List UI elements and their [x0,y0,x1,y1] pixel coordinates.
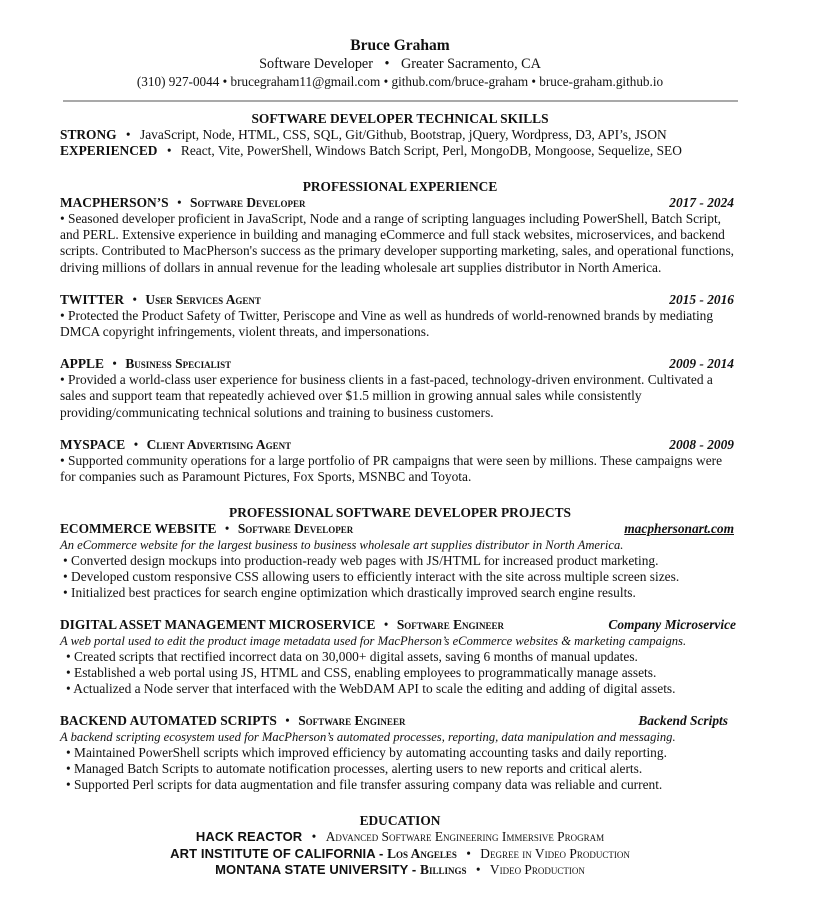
projects-section [60,505,740,793]
bullet-separator: • [475,862,481,878]
project-entry [60,617,740,697]
education-entry [60,829,740,846]
school-name: MONTANA STATE UNIVERSITY - [215,862,421,878]
resume-page [60,37,740,879]
education-section [60,813,740,879]
project-name: DIGITAL ASSET MANAGEMENT MICROSERVICE [60,617,376,633]
project-website-link[interactable]: macphersonart.com [624,521,734,537]
bullet-separator: • [222,74,228,89]
company-name: APPLE [60,356,104,372]
skill-list: JavaScript, Node, HTML, CSS, SQL, Git/Github, Bootstrap, jQuery, Wordpress, D3, API’s, JSON [139,127,667,142]
job-dates: 2015 - 2016 [669,291,734,307]
resume-header [60,37,740,91]
job-role: Business Specialist [125,356,232,372]
project-summary: A backend scripting ecosystem used for MacPherson’s automated processes, reporting, data manipulation and messaging. [60,730,676,745]
job-header [60,292,740,308]
bullet-separator: • [384,56,390,72]
job-description: • Protected the Product Safety of Twitter, Periscope and Vine as well as hundreds of world-renowned brands by mediating DMCA copyright infringements, violent threats, and impersonations. [60,307,714,340]
project-bullet: • Managed Batch Scripts to automate notification processes, alerting users to new reports and critical alerts. [66,761,643,777]
job-title: Software Developer [259,56,373,72]
skill-level: EXPERIENCED [60,143,158,158]
job-dates: 2009 - 2014 [669,356,734,372]
job-description: • Supported community operations for a large portfolio of PR campaigns that were seen by millions. These campaigns were for companies such as Paramount Pictures, Fox Sports, MSNBC and Toyota. [60,452,723,485]
degree: Advanced Software Engineering Immersive Program [325,829,605,845]
project-bullet: • Actualized a Node server that interfaced with the WebDAM API to scale the editing and adding of digital assets. [66,681,676,697]
bullet-separator: • [383,617,389,633]
job-entry [60,437,740,485]
school-name: HACK REACTOR [195,829,303,845]
bullet-separator: • [466,845,471,861]
project-bullet: • Created scripts that rectified incorrect data on 30,000+ digital assets, saving 6 months of manual updates. [66,649,638,665]
project-header [60,713,740,729]
job-description: • Provided a world-class user experience for business clients in a fast-paced, technology-driven environment. Cultivated a sales and support team that repeatedly achieved over $1.5 million in growing annual sales while consistently providing/communicating technical solutions and training to business customers. [60,372,713,420]
project-role: Software Engineer [298,713,406,729]
project-bullet: • Maintained PowerShell scripts which improved efficiency by automating accounting tasks and daily reporting. [66,745,667,761]
project-bullet: • Established a web portal using JS, HTML and CSS, enabling employees to programmatically manage assets. [66,665,657,681]
education-entry [60,846,740,863]
skills-row-strong [60,127,740,143]
bullet-separator: • [125,127,131,142]
bullet-separator: • [132,291,138,307]
job-role: Software Developer [190,195,306,210]
project-name: ECOMMERCE WEBSITE [60,521,217,537]
skills-row-experienced [60,143,740,159]
bullet-separator: • [531,74,536,89]
section-heading: PROFESSIONAL EXPERIENCE [302,179,498,194]
phone[interactable]: (310) 927-0044 [136,74,220,89]
project-role: Software Engineer [396,617,505,633]
project-bullet: • Developed custom responsive CSS allowing users to efficiently interact with the site across multiple screen sizes. [63,569,680,585]
skill-list: React, Vite, PowerShell, Windows Batch Script, Perl, MongoDB, Mongoose, Sequelize, SEO [180,143,682,158]
job-entry [60,356,740,421]
location: Greater Sacramento, CA [401,56,541,72]
job-role: User Services Agent [145,291,261,307]
school-name: ART INSTITUTE OF CALIFORNIA - [170,845,388,861]
website-link[interactable]: bruce-graham.github.io [539,74,664,89]
project-name: BACKEND AUTOMATED SCRIPTS [60,713,277,729]
project-header [60,521,740,537]
company-name: MACPHERSON’S [60,195,169,210]
section-heading: PROFESSIONAL SOFTWARE DEVELOPER PROJECTS [229,505,571,521]
bullet-separator: • [224,521,230,537]
project-role: Software Developer [237,521,354,537]
bullet-separator: • [311,829,317,845]
bullet-separator: • [176,195,182,210]
section-heading: SOFTWARE DEVELOPER TECHNICAL SKILLS [251,111,549,126]
experience-section [60,179,740,485]
job-dates: 2008 - 2009 [669,436,734,452]
company-name: TWITTER [60,291,124,307]
project-summary: An eCommerce website for the largest business to business wholesale art supplies distributor in North America. [60,538,624,553]
job-header [60,195,740,211]
bullet-separator: • [383,74,389,89]
bullet-separator: • [285,713,290,729]
project-entry [60,521,740,601]
project-bullet: • Converted design mockups into production-ready web pages with JS/HTML for increased product marketing. [63,553,659,569]
title-location-line [60,55,740,73]
project-type: Backend Scripts [638,713,728,729]
project-bullet: • Supported Perl scripts for data augmentation and file transfer assuring company data was reliable and current. [66,777,663,793]
degree: Degree in Video Production [480,845,630,861]
job-entry [60,292,740,340]
job-header [60,437,740,453]
job-description: • Seasoned developer proficient in JavaScript, Node and a range of scripting languages including PowerShell, Batch Script, and PERL. Extensive experience in building and managing eCommerce and full stack websites, microservices, and backend scripts. Contributed to MacPherson's success as the primary developer supporting marketing, sales, and operational functions, driving millions of dollars in annual revenue for the leading wholesale art supplies distributor in North America. [60,211,735,275]
contact-line [60,73,740,91]
project-entry [60,713,740,793]
bullet-separator: • [112,356,117,372]
education-entry [60,862,740,879]
skill-level: STRONG [60,127,117,142]
project-bullet: • Initialized best practices for search engine optimization which drastically improved search engine results. [63,585,636,601]
project-header [60,617,740,633]
job-dates: 2017 - 2024 [669,195,734,210]
school-location: Los Angeles [387,845,457,861]
candidate-name: Bruce Graham [350,37,450,54]
skills-section [60,111,740,159]
email-link[interactable]: brucegraham11@gmail.com [230,74,381,89]
company-name: MYSPACE [60,436,126,452]
bullet-separator: • [133,436,139,452]
github-link[interactable]: github.com/bruce-graham [391,74,529,89]
school-location: Billings [420,862,467,878]
project-summary: A web portal used to edit the product image metadata used for MacPherson’s eCommerce websites & marketing campaigns. [60,634,687,649]
degree: Video Production [489,862,585,878]
bullet-separator: • [166,143,172,158]
project-type: Company Microservice [608,617,736,633]
job-entry [60,195,740,276]
job-header [60,356,740,372]
section-heading: EDUCATION [359,813,441,829]
job-role: Client Advertising Agent [146,436,292,452]
